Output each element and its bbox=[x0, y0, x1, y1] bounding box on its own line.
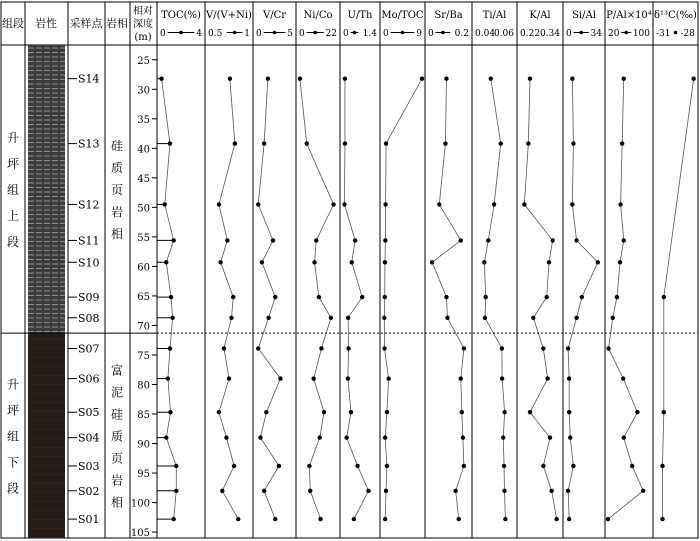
track-min-label: 0.5 bbox=[208, 29, 223, 39]
data-point bbox=[548, 435, 552, 439]
data-point bbox=[567, 410, 571, 414]
data-point bbox=[566, 346, 570, 350]
data-point bbox=[349, 410, 353, 414]
track-title: V/Cr bbox=[262, 10, 287, 21]
data-point bbox=[329, 316, 333, 320]
header-depth-line: 相对 bbox=[133, 6, 153, 17]
data-point bbox=[262, 141, 266, 145]
facies-char: 页 bbox=[110, 451, 124, 466]
data-point bbox=[384, 141, 388, 145]
data-point bbox=[622, 76, 626, 80]
data-point bbox=[217, 410, 221, 414]
data-point bbox=[174, 489, 178, 493]
data-point bbox=[312, 260, 316, 264]
facies-char: 泥 bbox=[110, 385, 124, 400]
depth-tick-label: 30 bbox=[137, 85, 150, 97]
data-point bbox=[385, 464, 389, 468]
facies-char: 岩 bbox=[110, 473, 124, 488]
data-point bbox=[437, 202, 441, 206]
data-point bbox=[170, 316, 174, 320]
header-lithology: 岩性 bbox=[35, 17, 57, 30]
data-point bbox=[264, 410, 268, 414]
data-point bbox=[266, 76, 270, 80]
stratigraphy-columns bbox=[7, 45, 123, 538]
track-min-label: 0 bbox=[299, 29, 305, 39]
track-max-label: 1 bbox=[244, 29, 250, 39]
data-point bbox=[383, 517, 387, 521]
track-min-label: 0.22 bbox=[520, 29, 541, 39]
data-point bbox=[355, 464, 359, 468]
data-point bbox=[459, 376, 463, 380]
track-min-label: 0 bbox=[160, 29, 166, 39]
facies-char: 硅 bbox=[110, 139, 124, 154]
track-min-label: 0.04 bbox=[475, 29, 496, 39]
data-point bbox=[322, 410, 326, 414]
data-point bbox=[615, 295, 619, 299]
group-name-char: 组 bbox=[6, 183, 20, 198]
data-point bbox=[462, 464, 466, 468]
track-scale-marker bbox=[353, 31, 357, 35]
data-point bbox=[224, 435, 228, 439]
sample-label: S08 bbox=[78, 311, 100, 325]
data-point bbox=[526, 141, 530, 145]
track-7 bbox=[475, 10, 514, 521]
track-min-label: 0 bbox=[428, 29, 434, 39]
depth-tick-label: 90 bbox=[137, 439, 150, 451]
data-point bbox=[550, 238, 554, 242]
track-max-label: 9 bbox=[416, 29, 422, 39]
data-point bbox=[319, 346, 323, 350]
data-point bbox=[386, 376, 390, 380]
data-point bbox=[620, 141, 624, 145]
track-scale-marker bbox=[273, 31, 277, 35]
data-point bbox=[174, 464, 178, 468]
track-scale-marker bbox=[579, 31, 583, 35]
data-point bbox=[260, 260, 264, 264]
data-point bbox=[352, 517, 356, 521]
depth-tick-label: 105 bbox=[130, 528, 150, 540]
data-point bbox=[622, 435, 626, 439]
lithology-lower-shale bbox=[28, 333, 65, 538]
data-point bbox=[461, 435, 465, 439]
track-title: V/(V+Ni) bbox=[206, 10, 252, 21]
data-point bbox=[457, 517, 461, 521]
data-point bbox=[308, 489, 312, 493]
data-point bbox=[641, 489, 645, 493]
header-depth-line: 深度 bbox=[133, 19, 153, 30]
data-point bbox=[305, 141, 309, 145]
group-name-char: 上 bbox=[6, 209, 20, 224]
track-8 bbox=[520, 10, 560, 521]
data-point bbox=[554, 517, 558, 521]
data-point bbox=[220, 489, 224, 493]
track-0 bbox=[157, 10, 202, 521]
depth-tick-label: 80 bbox=[137, 380, 150, 392]
data-point bbox=[231, 295, 235, 299]
data-point bbox=[618, 260, 622, 264]
track-1 bbox=[205, 10, 252, 521]
data-point bbox=[256, 346, 260, 350]
data-point bbox=[360, 295, 364, 299]
track-max-label: 5 bbox=[287, 29, 293, 39]
sample-label: S01 bbox=[78, 513, 100, 527]
track-title: Ni/Co bbox=[303, 10, 333, 21]
track-2 bbox=[256, 10, 293, 521]
data-point bbox=[227, 376, 231, 380]
facies-char: 硅 bbox=[110, 407, 124, 422]
data-point bbox=[350, 260, 354, 264]
data-point bbox=[232, 464, 236, 468]
data-point bbox=[383, 435, 387, 439]
data-point bbox=[277, 464, 281, 468]
sample-label: S05 bbox=[78, 406, 100, 420]
group-name-char: 坪 bbox=[6, 157, 20, 172]
data-point bbox=[502, 410, 506, 414]
data-point bbox=[522, 202, 526, 206]
data-point bbox=[528, 410, 532, 414]
data-point bbox=[567, 376, 571, 380]
track-min-label: 20 bbox=[608, 29, 620, 39]
depth-tick-label: 95 bbox=[137, 469, 150, 481]
depth-tick-label: 40 bbox=[137, 144, 150, 156]
data-point bbox=[692, 76, 696, 80]
data-point bbox=[168, 141, 172, 145]
depth-tick-label: 75 bbox=[137, 350, 150, 362]
track-title: P/Al×10⁴ bbox=[606, 10, 652, 21]
track-9 bbox=[566, 10, 602, 521]
data-point bbox=[462, 346, 466, 350]
data-point bbox=[420, 76, 424, 80]
data-point bbox=[266, 316, 270, 320]
track-max-label: 22 bbox=[325, 29, 337, 39]
data-point bbox=[443, 141, 447, 145]
track-max-label: 100 bbox=[632, 29, 650, 39]
data-point bbox=[662, 410, 666, 414]
data-point bbox=[168, 410, 172, 414]
data-point bbox=[344, 435, 348, 439]
track-scale-marker bbox=[233, 31, 237, 35]
depth-tick-label: 45 bbox=[137, 173, 150, 185]
data-point bbox=[233, 141, 237, 145]
track-scale-marker bbox=[441, 31, 445, 35]
data-point bbox=[218, 260, 222, 264]
sample-label: S09 bbox=[78, 291, 100, 305]
data-point bbox=[271, 238, 275, 242]
track-title: Si/Al bbox=[572, 10, 596, 21]
track-min-label: -31 bbox=[656, 29, 671, 39]
data-point bbox=[571, 141, 575, 145]
data-point bbox=[460, 410, 464, 414]
data-point bbox=[660, 517, 664, 521]
depth-tick-label: 65 bbox=[137, 291, 150, 303]
data-point bbox=[317, 295, 321, 299]
data-point bbox=[660, 464, 664, 468]
data-point bbox=[541, 346, 545, 350]
sample-label: S14 bbox=[78, 72, 100, 86]
group-name-char: 组 bbox=[6, 429, 20, 444]
track-max-label: 4 bbox=[196, 29, 202, 39]
data-point bbox=[606, 346, 610, 350]
track-min-label: 0 bbox=[566, 29, 572, 39]
depth-tick-label: 55 bbox=[137, 232, 150, 244]
track-title: TOC(%) bbox=[161, 10, 201, 21]
data-point bbox=[169, 295, 173, 299]
data-point bbox=[444, 295, 448, 299]
data-point bbox=[541, 464, 545, 468]
track-max-label: 0.34 bbox=[539, 29, 560, 39]
data-point bbox=[346, 346, 350, 350]
data-point bbox=[262, 489, 266, 493]
data-point bbox=[503, 517, 507, 521]
sample-label: S02 bbox=[78, 484, 100, 498]
track-min-label: 0 bbox=[383, 29, 389, 39]
data-point bbox=[382, 346, 386, 350]
series-line bbox=[258, 79, 280, 519]
group-name-char: 段 bbox=[6, 235, 20, 250]
data-point bbox=[662, 295, 666, 299]
data-point bbox=[502, 464, 506, 468]
track-max-label: 34 bbox=[590, 29, 602, 39]
depth-tick-label: 85 bbox=[137, 410, 150, 422]
data-point bbox=[574, 238, 578, 242]
data-point bbox=[346, 316, 350, 320]
data-point bbox=[528, 76, 532, 80]
data-point bbox=[549, 489, 553, 493]
data-point bbox=[343, 141, 347, 145]
data-point bbox=[384, 489, 388, 493]
data-point bbox=[164, 435, 168, 439]
track-title: U/Th bbox=[347, 10, 373, 21]
series-line bbox=[344, 79, 368, 519]
data-point bbox=[566, 489, 570, 493]
data-point bbox=[346, 376, 350, 380]
data-point bbox=[228, 76, 232, 80]
track-11 bbox=[654, 10, 697, 521]
series-line bbox=[663, 79, 694, 519]
data-point bbox=[502, 489, 506, 493]
data-point bbox=[453, 489, 457, 493]
data-point bbox=[383, 202, 387, 206]
depth-axis bbox=[131, 56, 157, 539]
track-title: Ti/Al bbox=[482, 10, 507, 21]
data-point bbox=[574, 316, 578, 320]
data-point bbox=[331, 202, 335, 206]
data-point bbox=[430, 260, 434, 264]
facies-char: 质 bbox=[110, 429, 124, 444]
facies-char: 页 bbox=[110, 183, 124, 198]
data-point bbox=[611, 316, 615, 320]
track-min-label: 0 bbox=[256, 29, 262, 39]
header-facies: 岩相 bbox=[106, 17, 128, 30]
facies-char: 相 bbox=[110, 495, 124, 510]
data-point bbox=[571, 464, 575, 468]
data-tracks bbox=[157, 10, 697, 521]
figure-frame bbox=[1, 2, 698, 538]
data-point bbox=[489, 76, 493, 80]
data-point bbox=[366, 489, 370, 493]
data-point bbox=[278, 376, 282, 380]
data-point bbox=[298, 76, 302, 80]
data-point bbox=[484, 295, 488, 299]
data-point bbox=[273, 295, 277, 299]
data-point bbox=[222, 346, 226, 350]
group-name-char: 下 bbox=[6, 455, 20, 470]
data-point bbox=[568, 435, 572, 439]
data-point bbox=[567, 517, 571, 521]
series-line bbox=[432, 79, 464, 519]
depth-tick-label: 25 bbox=[137, 55, 150, 67]
data-point bbox=[383, 238, 387, 242]
data-point bbox=[383, 295, 387, 299]
header-depth-line: (m) bbox=[134, 32, 152, 43]
track-min-label: 0 bbox=[343, 29, 349, 39]
data-point bbox=[606, 517, 610, 521]
data-point bbox=[500, 346, 504, 350]
header-samples: 采样点 bbox=[69, 17, 103, 30]
data-point bbox=[621, 376, 625, 380]
data-point bbox=[311, 376, 315, 380]
data-point bbox=[570, 202, 574, 206]
track-scale-marker bbox=[674, 31, 678, 35]
track-title: δ¹³C(‰) bbox=[654, 10, 697, 21]
data-point bbox=[444, 76, 448, 80]
sample-label: S10 bbox=[78, 256, 100, 270]
track-max-label: 0.2 bbox=[454, 29, 469, 39]
data-point bbox=[353, 238, 357, 242]
sample-label: S04 bbox=[78, 431, 100, 445]
data-point bbox=[580, 295, 584, 299]
data-point bbox=[482, 260, 486, 264]
data-point bbox=[531, 316, 535, 320]
data-point bbox=[500, 376, 504, 380]
depth-tick-label: 60 bbox=[137, 262, 150, 274]
data-point bbox=[342, 202, 346, 206]
facies-char: 相 bbox=[110, 227, 124, 242]
sample-label: S03 bbox=[78, 459, 100, 473]
data-point bbox=[630, 464, 634, 468]
sample-label: S07 bbox=[78, 342, 100, 356]
data-point bbox=[273, 517, 277, 521]
track-max-label: -28 bbox=[680, 29, 695, 39]
sample-label: S06 bbox=[78, 372, 100, 386]
data-point bbox=[217, 202, 221, 206]
data-point bbox=[171, 238, 175, 242]
data-point bbox=[163, 202, 167, 206]
header-group: 组段 bbox=[2, 17, 24, 30]
outer-border bbox=[1, 2, 698, 538]
group-name-char: 坪 bbox=[6, 403, 20, 418]
group-name-char: 升 bbox=[6, 377, 20, 392]
data-point bbox=[622, 238, 626, 242]
track-5 bbox=[381, 10, 424, 521]
facies-char: 富 bbox=[110, 363, 124, 378]
data-point bbox=[383, 260, 387, 264]
sample-label: S11 bbox=[78, 234, 100, 248]
track-3 bbox=[298, 10, 337, 521]
track-4 bbox=[342, 10, 377, 521]
group-name-char: 升 bbox=[6, 131, 20, 146]
track-scale-marker bbox=[179, 31, 183, 35]
track-6 bbox=[428, 10, 469, 521]
data-point bbox=[168, 346, 172, 350]
track-scale-marker bbox=[401, 31, 405, 35]
track-10 bbox=[606, 10, 652, 521]
data-point bbox=[501, 435, 505, 439]
data-point bbox=[159, 76, 163, 80]
data-point bbox=[459, 238, 463, 242]
depth-tick-label: 70 bbox=[137, 321, 150, 333]
depth-tick-label: 100 bbox=[130, 498, 150, 510]
data-point bbox=[544, 295, 548, 299]
data-point bbox=[483, 316, 487, 320]
data-point bbox=[545, 376, 549, 380]
data-point bbox=[236, 517, 240, 521]
group-name-char: 段 bbox=[6, 481, 20, 496]
data-point bbox=[314, 238, 318, 242]
series-line bbox=[384, 79, 422, 519]
data-point bbox=[382, 316, 386, 320]
data-point bbox=[307, 464, 311, 468]
data-point bbox=[499, 141, 503, 145]
track-max-label: 1.4 bbox=[362, 29, 377, 39]
track-scale-marker bbox=[624, 31, 628, 35]
data-point bbox=[318, 435, 322, 439]
data-point bbox=[618, 202, 622, 206]
facies-char: 质 bbox=[110, 161, 124, 176]
sample-label: S13 bbox=[78, 137, 100, 151]
track-title: Sr/Ba bbox=[434, 10, 463, 21]
data-point bbox=[486, 238, 490, 242]
data-point bbox=[164, 260, 168, 264]
track-title: Mo/TOC bbox=[381, 10, 424, 21]
facies-char: 岩 bbox=[110, 205, 124, 220]
data-point bbox=[492, 202, 496, 206]
data-point bbox=[385, 410, 389, 414]
depth-tick-label: 35 bbox=[137, 114, 150, 126]
data-point bbox=[166, 376, 170, 380]
data-point bbox=[225, 238, 229, 242]
data-point bbox=[570, 76, 574, 80]
data-point bbox=[547, 260, 551, 264]
data-point bbox=[229, 316, 233, 320]
track-scale-marker bbox=[313, 31, 317, 35]
series-line bbox=[608, 79, 643, 519]
data-point bbox=[318, 517, 322, 521]
data-point bbox=[445, 316, 449, 320]
data-point bbox=[596, 260, 600, 264]
track-max-label: 0.06 bbox=[493, 29, 514, 39]
track-title: K/Al bbox=[529, 10, 551, 21]
sample-label: S12 bbox=[78, 198, 100, 212]
data-point bbox=[171, 517, 175, 521]
data-point bbox=[258, 435, 262, 439]
data-point bbox=[256, 202, 260, 206]
data-point bbox=[343, 76, 347, 80]
data-point bbox=[635, 410, 639, 414]
depth-tick-label: 50 bbox=[137, 203, 150, 215]
